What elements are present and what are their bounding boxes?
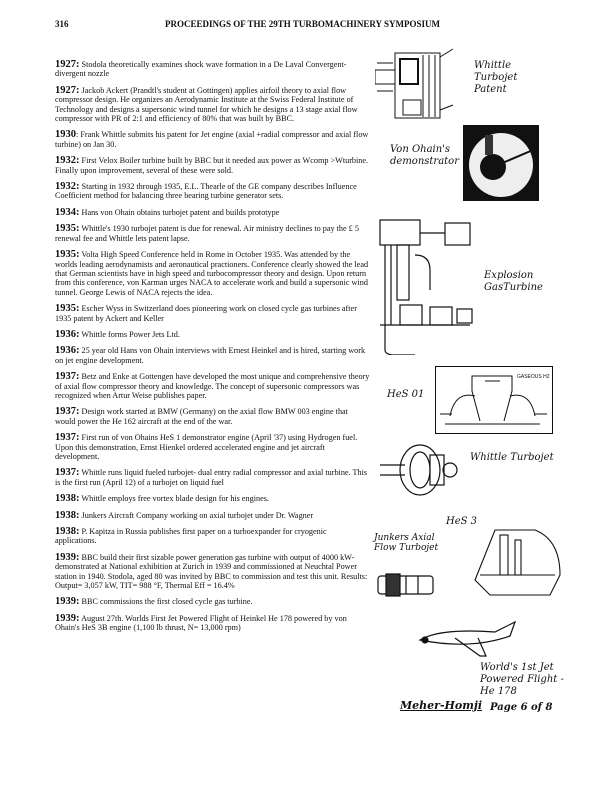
entry-text: Volta High Speed Conference held in Rome in October 1935. Was attended by the worlds leading aerodynamists and aeronautical practioners. Conference clearly showed the lead that German scientists have in high speed and turbocompressor theory and design. Upon return from this conference, von Karman urges NACA to accelerate work and build a supersonic wind tunnel. George Lewis of NACA rejects the idea. (55, 250, 369, 297)
entry-text: Betz and Enke at Gottengen have developed the most unique and comprehensive theory of axial flow compressor theory and knowledge. The concept of supersonic compressors was recognized when Artur Weise publishes paper. (55, 372, 370, 400)
entry-year: 1937: (55, 467, 80, 479)
annotation-hes01: HeS 01 (387, 389, 425, 400)
timeline-entry (55, 224, 370, 243)
entry-text: Hans von Ohain obtains turbojet patent and builds prototype (79, 207, 280, 217)
entry-year: 1937: (55, 371, 80, 383)
entry-text: 25 year old Hans von Ohain interviews with Ernest Heinkel and is hired, starting work on jet engine development. (55, 346, 366, 365)
timeline-entry (55, 60, 370, 79)
entry-text: Stodola theoretically examines shock wave formation in a De Laval Convergent- divergent nozzle (55, 60, 347, 79)
entry-year: 1938: (55, 526, 80, 538)
timeline-entry (55, 86, 370, 124)
entry-text: BBC build their first sizable power generation gas turbine with output of 4000 kW- demonstrated at National exhibition at Zurich in 1939 and commissioned at Neuchtal Power station in 1940. Stodola, aged 80 was invited by BBC to commission and test this unit. Results: Output= 3,057 kW, TIT= 988 °F, Thermal Eff = 16.4% (55, 552, 368, 591)
entry-year: 1927: (55, 59, 80, 70)
timeline-entry (55, 407, 370, 426)
timeline-entry (55, 304, 370, 323)
entry-year: 1927: (55, 84, 80, 96)
entry-text: BBC commissions the first closed cycle gas turbine. (79, 597, 253, 607)
page-note: Page 6 of 8 (490, 702, 553, 713)
entry-year: 1937: (55, 406, 80, 418)
entry-year: 1934: (55, 206, 80, 218)
entry-year: 1939: (55, 612, 80, 624)
explosion-gas-turbine-drawing (375, 215, 480, 355)
entry-year: 1932: (55, 181, 80, 193)
timeline-entry (55, 527, 370, 546)
entry-year: 1935: (55, 223, 80, 235)
timeline-entry (55, 156, 370, 175)
entry-year: 1936: (55, 328, 80, 340)
timeline-entry (55, 346, 370, 365)
entry-text: Whittle employs free vortex blade design for his engines. (79, 494, 269, 504)
entry-year: 1939: (55, 596, 80, 608)
timeline-entry (55, 511, 370, 520)
whittle-patent-drawing (375, 45, 465, 125)
entry-year: 1935: (55, 303, 80, 315)
entry-text: August 27th. Worlds First Jet Powered Flight of Heinkel He 178 powered by von Ohain's HeS 3B engine (1,100 lb thrust, N= 13,000 rpm) (55, 613, 347, 633)
page-number: 316 (55, 19, 69, 29)
timeline-entry (55, 182, 370, 201)
junkers-turbojet-drawing (376, 570, 438, 600)
entry-text: Whittle forms Power Jets Ltd. (79, 329, 180, 339)
entry-year: 1939: (55, 551, 80, 563)
entry-year: 1936: (55, 345, 80, 357)
entry-year: 1935: (55, 249, 80, 261)
timeline-entry (55, 130, 370, 149)
entry-text: First run of von Ohains HeS 1 demonstrator engine (April '37) using Hydrogen fuel. Upon this demonstration, Ernst Hienkel ordered accelerated engine and jet aircraft development. (55, 433, 358, 461)
he178-aircraft-drawing (415, 610, 525, 665)
entry-year: 1938: (55, 493, 80, 505)
hes01-drawing (435, 366, 553, 434)
timeline-entry (55, 330, 370, 339)
whittle-turbojet-drawing (380, 440, 460, 510)
entry-text: P. Kapitza in Russia publishes first paper on a turboexpander for cryogenic applications. (55, 527, 327, 546)
hes3-drawing (470, 520, 570, 600)
annotation-whittle-turbojet: Whittle Turbojet (470, 452, 554, 463)
annotation-von-ohain: Von Ohain's demonstrator (390, 144, 459, 167)
entry-year: 1938: (55, 509, 80, 521)
entry-text: Whittle runs liquid fueled turbojet- dual entry radial compressor and axial turbine. This is the first run (April 12) of a turbojet on liquid fuel (55, 468, 368, 487)
entry-text: Design work started at BMW (Germany) on the axial flow BMW 003 engine that would power the He 162 aircraft at the end of the war. (55, 407, 348, 426)
annotation-worlds-first-flight: World's 1st Jet Powered Flight - He 178 (480, 662, 564, 697)
timeline-entry (55, 208, 370, 217)
entry-year: 1932: (55, 155, 80, 167)
von-ohain-demonstrator-photo (463, 125, 539, 201)
entry-text: Escher Wyss in Switzerland does pioneering work on closed cycle gas turbines after 1935 patent by Ackert and Keller (55, 304, 357, 323)
timeline-entries (55, 60, 370, 640)
timeline-entry (55, 372, 370, 400)
annotation-hes3: HeS 3 (446, 516, 478, 527)
signature: Meher-Homji (400, 699, 483, 712)
timeline-entry (55, 468, 370, 487)
annotation-whittle-patent: Whittle Turbojet Patent (474, 60, 518, 95)
entry-text: Junkers Aircraft Company working on axial turbojet under Dr. Wagner (79, 510, 314, 520)
timeline-entry (55, 494, 370, 503)
entry-text: Jackob Ackert (Prandtl's student at Gottingen) applies airfoil theory to axial flow compressor design. He organizes an Aerodynamic Institute at the Swiss Federal Institute of Technology and designs a supersonic wind tunnel for which he designs a 13 stage axial flow compressor with PR of 2:1 and efficiency of 80% that was built by BBC. (55, 85, 358, 124)
entry-text: Starting in 1932 through 1935, E.L. Thearle of the GE company describes Influence Coefficient method for balancing three bearing turbine generator sets. (55, 182, 357, 201)
timeline-entry (55, 250, 370, 297)
annotation-junkers: Junkers Axial Flow Turbojet (374, 533, 439, 553)
running-header: PROCEEDINGS OF THE 29TH TURBOMACHINERY SYMPOSIUM (165, 19, 440, 29)
entry-text: : Frank Whittle submits his patent for Jet engine (axial +radial compressor and axial flow turbine) on Jan 30. (55, 130, 369, 149)
entry-text: First Velox Boiler turbine built by BBC but it needed aux power as Wcomp >Wturbine. Finally upon improvement, several of these were sold. (55, 156, 369, 175)
annotation-explosion-gas-turbine: Explosion GasTurbine (484, 270, 543, 293)
gaseous-h2-label: GASEOUS H2 (517, 374, 550, 380)
entry-year: 1937: (55, 432, 80, 444)
timeline-entry (55, 597, 370, 606)
timeline-entry (55, 433, 370, 461)
entry-year: 1930 (55, 129, 76, 141)
timeline-entry (55, 553, 370, 591)
entry-text: Whittle's 1930 turbojet patent is due for renewal. Air ministry declines to pay the £ 5 renewal fee and Whittle lets patent lapse. (55, 224, 359, 243)
timeline-entry (55, 614, 370, 633)
